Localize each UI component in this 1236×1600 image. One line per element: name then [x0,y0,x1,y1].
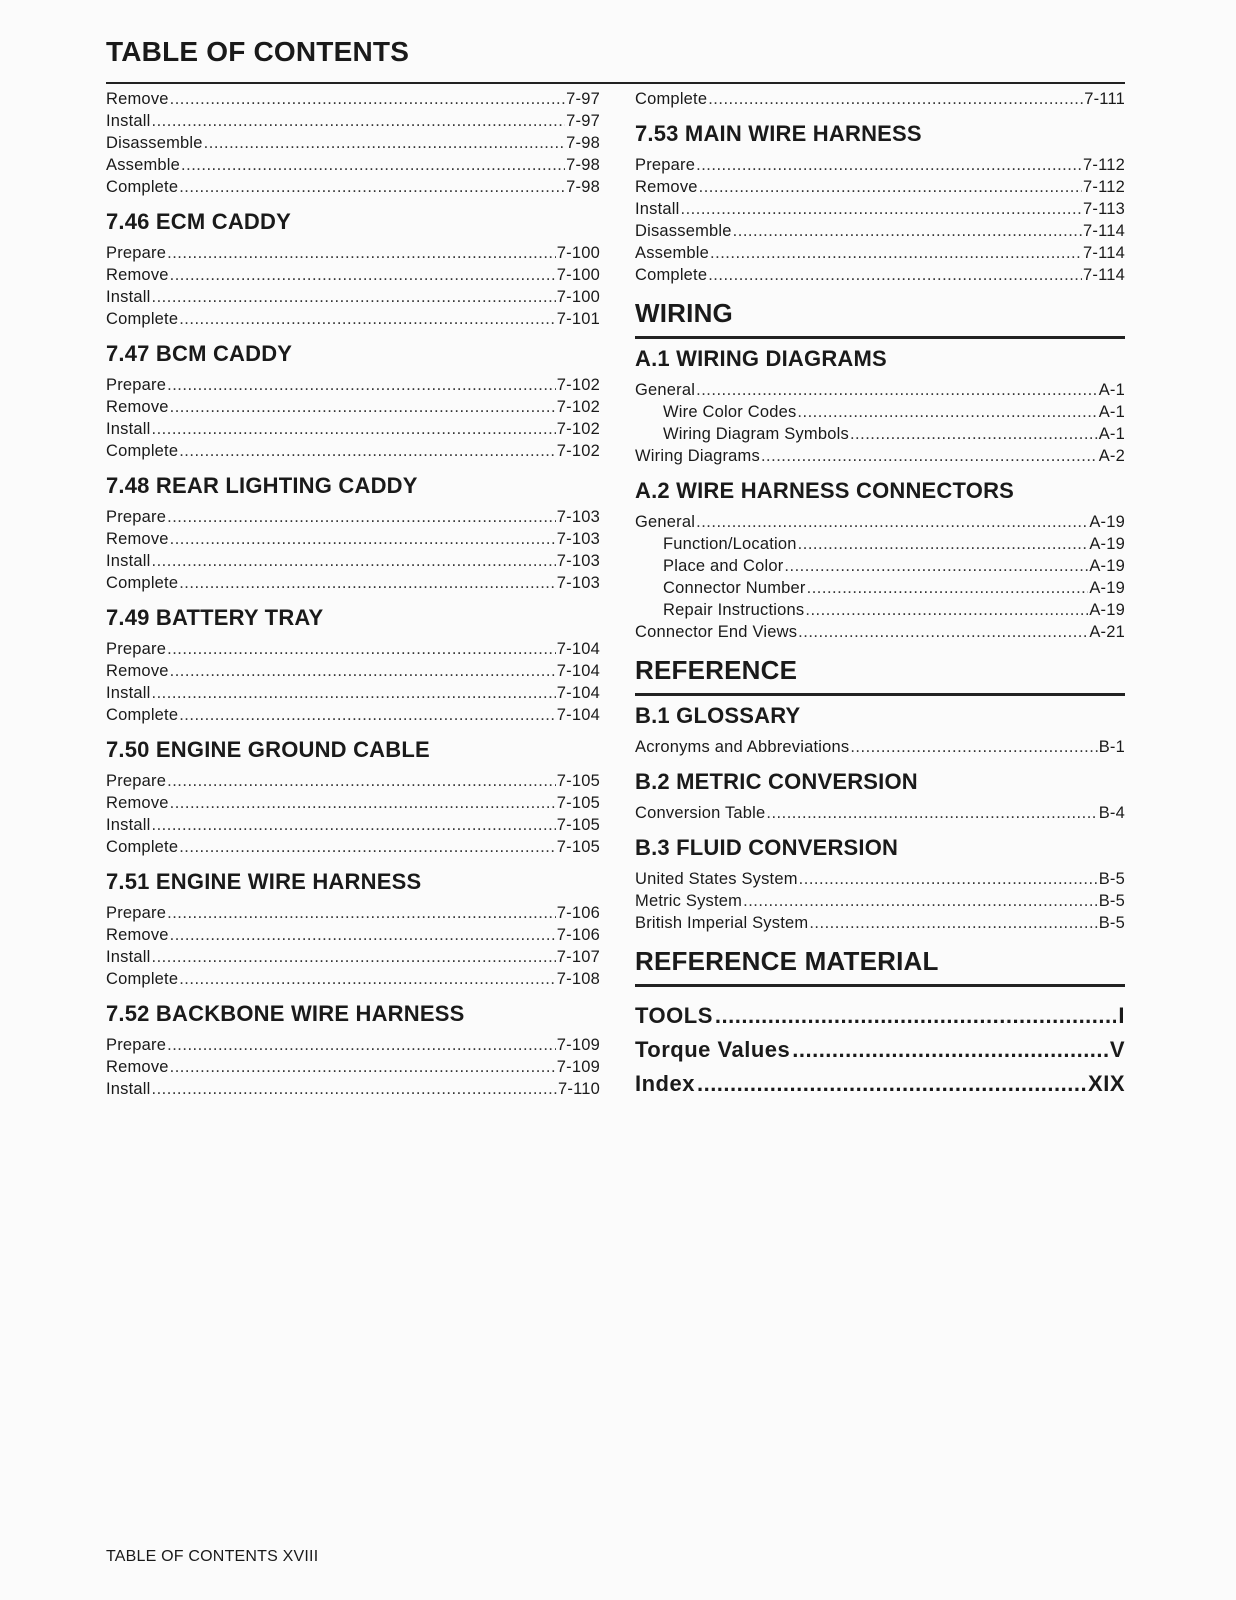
section-heading[interactable]: 7.50 ENGINE GROUND CABLE [106,737,430,762]
toc-section-battery-tray [106,602,600,726]
toc-entry[interactable]: Complete ..... 7-103 [106,572,600,594]
toc-entry[interactable]: Install ..... 7-100 [106,286,600,308]
toc-entry[interactable]: Install ..... 7-97 [106,110,600,132]
toc-entry[interactable]: Remove ..... 7-105 [106,792,600,814]
section-heading[interactable]: 7.53 MAIN WIRE HARNESS [635,121,922,146]
part-divider [635,693,1125,696]
part-divider [635,336,1125,339]
toc-entry[interactable]: Install ..... 7-107 [106,946,600,968]
toc-entry[interactable]: Disassemble ..... 7-98 [106,132,600,154]
toc-entry[interactable]: Prepare ..... 7-106 [106,902,600,924]
toc-section-bcm-caddy [106,338,600,462]
toc-entry[interactable]: Complete ..... 7-108 [106,968,600,990]
toc-major-entry[interactable]: Torque Values ..... V [635,1033,1125,1067]
toc-entry[interactable]: Complete ..... 7-104 [106,704,600,726]
page-footer: TABLE OF CONTENTS XVIII [106,1548,319,1565]
toc-entry[interactable]: Complete ..... 7-111 [635,88,1125,110]
section-heading[interactable]: 7.49 BATTERY TRAY [106,605,324,630]
toc-entry[interactable]: Connector End Views ..... A-21 [635,621,1125,643]
section-heading[interactable]: 7.52 BACKBONE WIRE HARNESS [106,1001,465,1026]
toc-entry[interactable]: Prepare ..... 7-109 [106,1034,600,1056]
toc-entry[interactable]: Complete ..... 7-105 [106,836,600,858]
toc-major-entry[interactable]: TOOLS ..... I [635,999,1125,1033]
toc-entry[interactable]: Remove ..... 7-106 [106,924,600,946]
toc-entry[interactable]: General ..... A-19 [635,511,1125,533]
toc-entry[interactable]: Disassemble ..... 7-114 [635,220,1125,242]
toc-section-main-wire-harness [635,118,1125,286]
toc-major-entry[interactable]: Index ..... XIX [635,1067,1125,1101]
right-column [635,88,1125,1101]
toc-entry[interactable]: Remove ..... 7-109 [106,1056,600,1078]
toc-entry[interactable]: Remove ..... 7-100 [106,264,600,286]
toc-section-ecm-caddy [106,206,600,330]
toc-entry[interactable]: Remove ..... 7-103 [106,528,600,550]
part-heading[interactable]: WIRING [635,298,733,328]
toc-entry[interactable]: Assemble ..... 7-114 [635,242,1125,264]
toc-entry[interactable]: Prepare ..... 7-103 [106,506,600,528]
toc-entry[interactable]: Complete ..... 7-102 [106,440,600,462]
toc-entry[interactable]: Prepare ..... 7-100 [106,242,600,264]
toc-entry[interactable]: Remove ..... 7-112 [635,176,1125,198]
toc-entry[interactable]: Metric System ..... B-5 [635,890,1125,912]
toc-entry[interactable]: Conversion Table ..... B-4 [635,802,1125,824]
toc-entry[interactable]: Prepare ..... 7-105 [106,770,600,792]
toc-part-reference-material [635,944,1125,1101]
toc-entry[interactable]: Remove ..... 7-104 [106,660,600,682]
part-divider [635,984,1125,987]
section-heading[interactable]: A.2 WIRE HARNESS CONNECTORS [635,478,1015,503]
toc-entry[interactable]: Complete ..... 7-98 [106,176,600,198]
toc-entry[interactable]: Prepare ..... 7-112 [635,154,1125,176]
toc-entry[interactable]: United States System ..... B-5 [635,868,1125,890]
toc-entry[interactable]: Install ..... 7-103 [106,550,600,572]
toc-subentry[interactable]: Wire Color Codes ..... A-1 [635,401,1125,423]
toc-group-continued [106,88,600,198]
section-heading[interactable]: A.1 WIRING DIAGRAMS [635,346,887,371]
toc-section-engine-ground-cable [106,734,600,858]
toc-entry[interactable]: Complete ..... 7-101 [106,308,600,330]
section-heading[interactable]: 7.48 REAR LIGHTING CADDY [106,473,418,498]
section-heading[interactable]: B.2 METRIC CONVERSION [635,769,918,794]
toc-subentry[interactable]: Connector Number ..... A-19 [635,577,1125,599]
toc-group-continued [635,88,1125,110]
part-heading[interactable]: REFERENCE [635,655,798,685]
toc-entry[interactable]: Complete ..... 7-114 [635,264,1125,286]
toc-entry[interactable]: Install ..... 7-110 [106,1078,600,1100]
toc-part-wiring [635,296,1125,643]
toc-entry[interactable]: British Imperial System ..... B-5 [635,912,1125,934]
toc-section-engine-wire-harness [106,866,600,990]
toc-entry[interactable]: Install ..... 7-105 [106,814,600,836]
toc-section-backbone-wire-harness [106,998,600,1100]
title-divider [106,82,1125,84]
toc-entry[interactable]: Install ..... 7-102 [106,418,600,440]
toc-entry[interactable]: Assemble ..... 7-98 [106,154,600,176]
section-heading[interactable]: B.3 FLUID CONVERSION [635,835,899,860]
toc-entry[interactable]: Wiring Diagrams ..... A-2 [635,445,1125,467]
toc-entry[interactable]: Acronyms and Abbreviations ..... B-1 [635,736,1125,758]
toc-subentry[interactable]: Repair Instructions ..... A-19 [635,599,1125,621]
toc-entry[interactable]: Remove ..... 7-97 [106,88,600,110]
section-heading[interactable]: 7.47 BCM CADDY [106,341,293,366]
section-heading[interactable]: 7.46 ECM CADDY [106,209,291,234]
section-heading[interactable]: 7.51 ENGINE WIRE HARNESS [106,869,422,894]
toc-entry[interactable]: Install ..... 7-104 [106,682,600,704]
toc-subentry[interactable]: Wiring Diagram Symbols ..... A-1 [635,423,1125,445]
toc-part-reference [635,653,1125,934]
page-title: TABLE OF CONTENTS [106,36,410,67]
part-heading[interactable]: REFERENCE MATERIAL [635,946,939,976]
toc-subentry[interactable]: Function/Location ..... A-19 [635,533,1125,555]
left-column [106,88,600,1100]
toc-section-rear-lighting-caddy [106,470,600,594]
toc-entry[interactable]: Prepare ..... 7-104 [106,638,600,660]
toc-entry[interactable]: Remove ..... 7-102 [106,396,600,418]
toc-entry[interactable]: General ..... A-1 [635,379,1125,401]
toc-subentry[interactable]: Place and Color ..... A-19 [635,555,1125,577]
toc-entry[interactable]: Prepare ..... 7-102 [106,374,600,396]
section-heading[interactable]: B.1 GLOSSARY [635,703,801,728]
toc-entry[interactable]: Install ..... 7-113 [635,198,1125,220]
